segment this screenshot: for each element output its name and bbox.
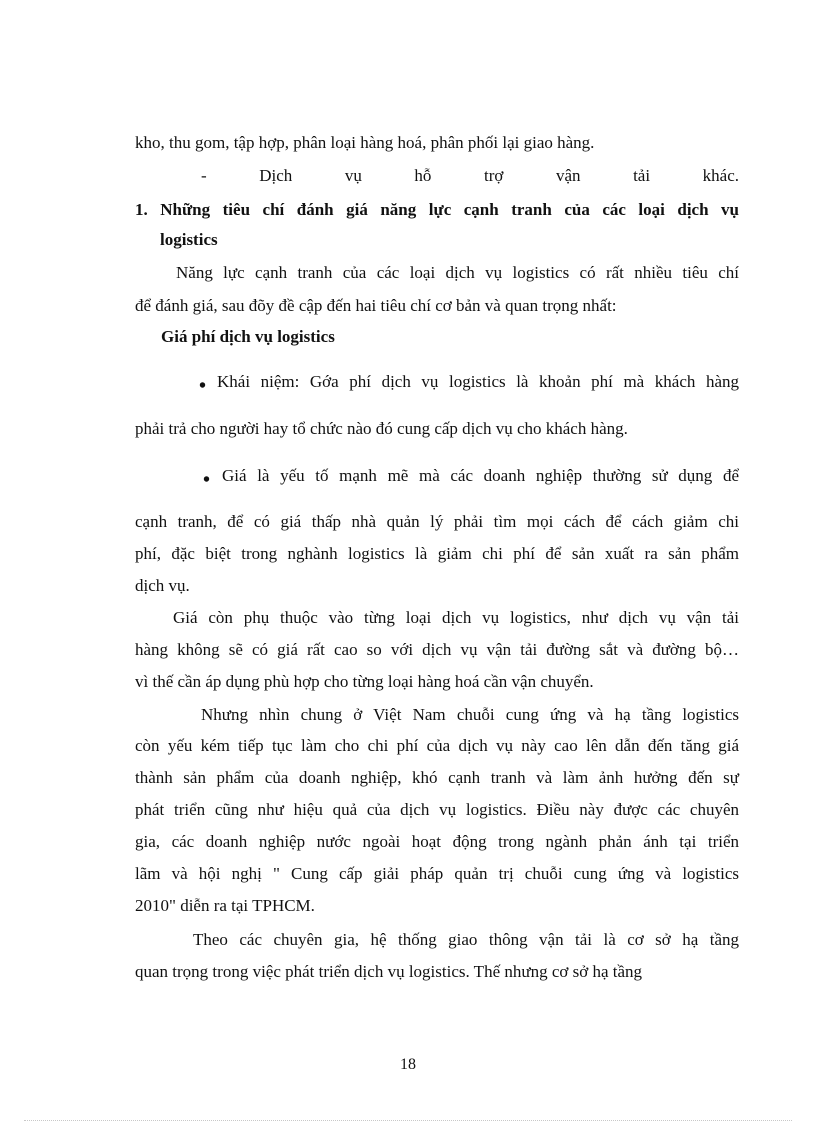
section-heading-continued: logistics (160, 230, 218, 249)
text-line: thành sản phẩm của doanh nghiệp, khó cạnh tranh và làm ảnh hưởng đến sự (135, 768, 739, 787)
text-line: phí, đặc biệt trong nghành logistics là giảm chi phí để sản xuất ra sản phẩm (135, 544, 739, 563)
text-line: dịch vụ. (135, 576, 190, 595)
text-line: quan trọng trong việc phát triển dịch vụ logistics. Thế nhưng cơ sở hạ tầng (135, 962, 643, 981)
text-line: còn yếu kém tiếp tục làm cho chi phí của dịch vụ này cao lên dẫn đến tăng giá (135, 736, 739, 755)
text-line: lãm và hội nghị " Cung cấp giải pháp quản trị chuỗi cung ứng và logistics (135, 864, 739, 883)
text-line: Năng lực cạnh tranh của các loại dịch vụ logistics có rất nhiều tiêu chí (176, 263, 739, 282)
text-line: để đánh giá, sau đõy đề cập đến hai tiêu chí cơ bản và quan trọng nhất: (135, 296, 617, 315)
text-line: kho, thu gom, tập hợp, phân loại hàng hoá, phân phối lại giao hàng. (135, 133, 595, 152)
text-line: 2010" diễn ra tại TPHCM. (135, 896, 315, 915)
text-line: cạnh tranh, để có giá thấp nhà quản lý phải tìm mọi cách để cách giảm chi (135, 512, 739, 531)
text-line: Nhưng nhìn chung ở Việt Nam chuỗi cung ứng và hạ tầng logistics (201, 705, 739, 724)
text-line: Giá còn phụ thuộc vào từng loại dịch vụ logistics, như dịch vụ vận tải (173, 608, 739, 627)
text-line: vì thế cần áp dụng phù hợp cho từng loại hàng hoá cần vận chuyển. (135, 672, 594, 691)
text-line: hàng không sẽ có giá rất cao so với dịch vụ vận tải đường sắt và đường bộ… (135, 640, 739, 659)
text-line: gia, các doanh nghiệp nước ngoài hoạt động trong ngành phản ánh tại triển (135, 832, 739, 851)
page-number: 18 (400, 1056, 416, 1073)
subheading: Giá phí dịch vụ logistics (161, 327, 335, 346)
text-line: phát triển cũng như hiệu quả của dịch vụ logistics. Điều này được các chuyên (135, 800, 739, 819)
text-line: - Dịch vụ hỗ trợ vận tải khác. (201, 166, 739, 185)
text-line: phải trả cho người hay tổ chức nào đó cung cấp dịch vụ cho khách hàng. (135, 419, 628, 438)
text-line: Giá là yếu tố mạnh mẽ mà các doanh nghiệp thường sử dụng để (222, 466, 739, 485)
section-heading: 1. Những tiêu chí đánh giá năng lực cạnh tranh của các loại dịch vụ (135, 200, 739, 219)
text-line: Khái niệm: Gớa phí dịch vụ logistics là khoản phí mà khách hàng (217, 372, 739, 391)
bullet-icon: • (199, 375, 207, 397)
text-line: Theo các chuyên gia, hệ thống giao thông vận tải là cơ sở hạ tầng (193, 930, 739, 949)
page-bottom-divider (24, 1120, 792, 1121)
bullet-icon: • (203, 469, 211, 491)
